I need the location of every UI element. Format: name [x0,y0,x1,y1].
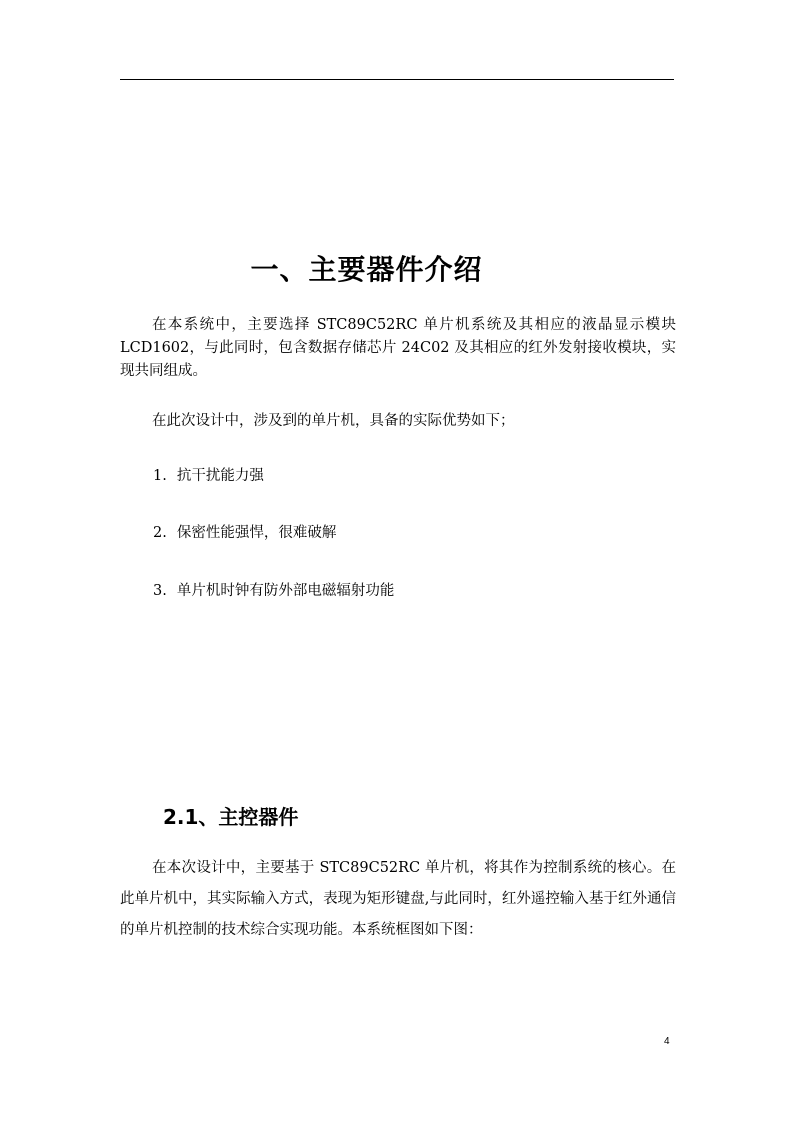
advantages-intro-paragraph: 在此次设计中，涉及到的单片机，具备的实际优势如下； [152,413,515,429]
list-item-number: 2. [153,525,167,541]
intro-paragraph: 在本系统中，主要选择 STC89C52RC 单片机系统及其相应的液晶显示模块 LCD1602，与此同时，包含数据存储芯片 24C02 及其相应的红外发射接收模块，实现共同组成。 [120,317,676,379]
list-item [153,522,336,545]
list-item [153,580,394,603]
header-rule [120,79,674,80]
page-number: 4 [664,1036,670,1047]
list-item-number: 3. [153,583,167,599]
list-item-text: 抗干扰能力强 [176,468,264,484]
chapter-title: 一、主要器件介绍 [250,253,483,286]
list-item [153,465,264,488]
list-item-number: 1. [153,468,167,484]
list-item-text: 保密性能强悍，很难破解 [176,525,337,541]
list-item-text: 单片机时钟有防外部电磁辐射功能 [176,583,395,599]
section-title: 2.1、主控器件 [163,805,299,829]
main-controller-paragraph: 在本次设计中，主要基于 STC89C52RC 单片机，将其作为控制系统的核心。在此单片机中，其实际输入方式，表现为矩形键盘,与此同时，红外遥控输入基于红外通信的单片机控制的技术综合实现功能。本系统框图如下图： [120,860,676,938]
